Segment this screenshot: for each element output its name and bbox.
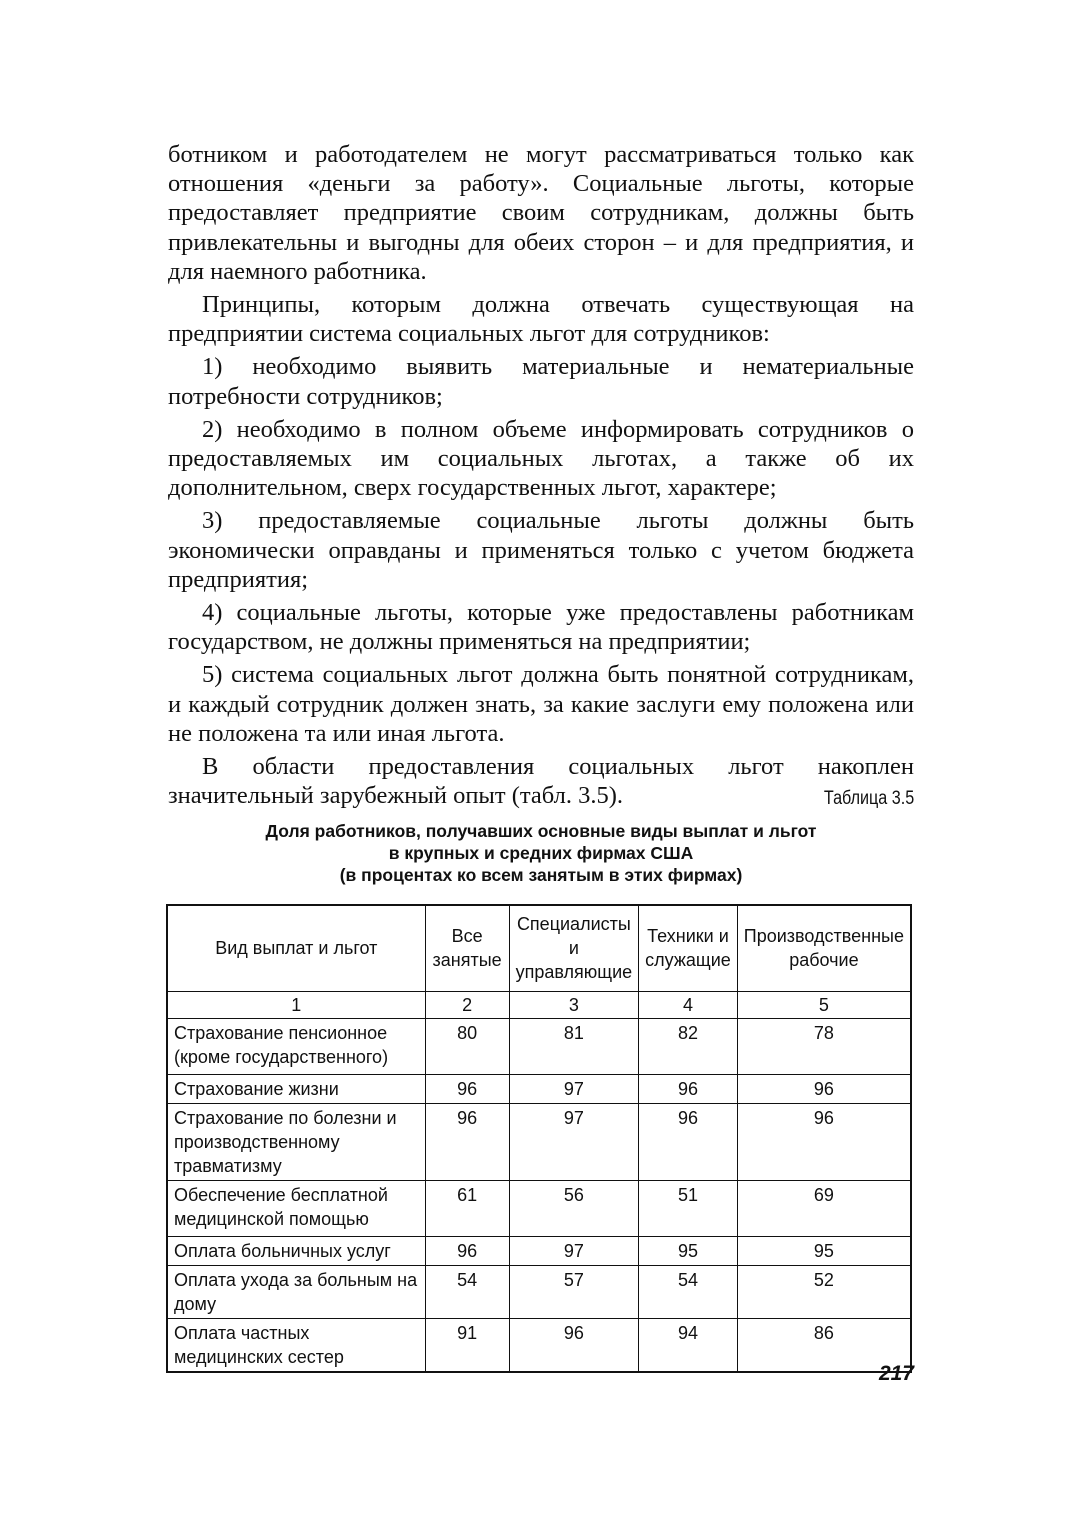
- row-label: Оплата больничных услуг: [167, 1236, 425, 1265]
- row-value: 80: [425, 1018, 509, 1074]
- row-value: 94: [639, 1318, 738, 1372]
- row-value: 96: [639, 1074, 738, 1103]
- row-label: Оплата ухода за больным на дому: [167, 1265, 425, 1318]
- paragraph-principles-intro: Принципы, которым должна отвечать существующая на предприятии система социальных льгот для сотрудников:: [168, 291, 914, 348]
- row-value: 54: [639, 1265, 738, 1318]
- column-number: 4: [639, 991, 738, 1018]
- paragraph-continuation: ботником и работодателем не могут рассматриваться только как отношения «деньги за работу». Социальные льготы, которые предоставляет предприятие своим сотрудникам, должны быть привлекательны и выгодны для обеих сторон – и для предприятия, и для наемного работника.: [168, 141, 914, 285]
- header-production-workers: Производственные рабочие: [737, 905, 911, 991]
- row-value: 97: [509, 1074, 639, 1103]
- row-value: 69: [737, 1180, 911, 1236]
- table-caption-line-2: в крупных и средних фирмах США: [388, 843, 694, 863]
- table-header-row: [167, 905, 911, 991]
- table-row: [167, 1236, 911, 1265]
- column-number: 2: [425, 991, 509, 1018]
- row-value: 96: [737, 1074, 911, 1103]
- row-value: 96: [425, 1103, 509, 1180]
- table-row: [167, 1074, 911, 1103]
- row-value: 52: [737, 1265, 911, 1318]
- row-value: 96: [425, 1074, 509, 1103]
- table-caption-line-1: Доля работников, получавших основные виды выплат и льгот: [265, 821, 817, 841]
- row-value: 86: [737, 1318, 911, 1372]
- principle-item-4: 4) социальные льготы, которые уже предоставлены работникам государством, не должны применяться на предприятии;: [168, 599, 914, 656]
- table-row: [167, 1180, 911, 1236]
- row-label: Страхование пенсионное (кроме государственного): [167, 1018, 425, 1074]
- principle-item-3: 3) предоставляемые социальные льготы должны быть экономически оправданы и применяться только с учетом бюджета предприятия;: [168, 507, 914, 593]
- principle-item-5: 5) система социальных льгот должна быть понятной сотрудникам, и каждый сотрудник должен знать, за какие заслуги ему положена или не положена та или иная льгота.: [168, 661, 914, 747]
- principle-item-1: 1) необходимо выявить материальные и нематериальные потребности сотрудников;: [168, 353, 914, 410]
- row-label: Оплата частных медицинских сестер: [167, 1318, 425, 1372]
- row-label: Обеспечение бесплатной медицинской помощью: [167, 1180, 425, 1236]
- row-value: 54: [425, 1265, 509, 1318]
- table-row: [167, 1265, 911, 1318]
- row-value: 56: [509, 1180, 639, 1236]
- table-row: [167, 1103, 911, 1180]
- column-number-row: [167, 991, 911, 1018]
- column-number: 3: [509, 991, 639, 1018]
- table-caption-line-3: (в процентах ко всем занятым в этих фирмах): [339, 865, 743, 885]
- row-value: 96: [737, 1103, 911, 1180]
- row-value: 95: [737, 1236, 911, 1265]
- row-value: 95: [639, 1236, 738, 1265]
- row-value: 96: [425, 1236, 509, 1265]
- row-value: 78: [737, 1018, 911, 1074]
- table-row: [167, 1018, 911, 1074]
- table-number-label: Таблица 3.5: [823, 788, 914, 809]
- benefits-table: [166, 904, 912, 1373]
- row-value: 57: [509, 1265, 639, 1318]
- body-text: [168, 140, 914, 814]
- row-label: Страхование жизни: [167, 1074, 425, 1103]
- column-number: 1: [167, 991, 425, 1018]
- row-label: Страхование по болезни и производственному травматизму: [167, 1103, 425, 1180]
- column-number: 5: [737, 991, 911, 1018]
- row-value: 51: [639, 1180, 738, 1236]
- header-specialists-managers: Специалисты и управляющие: [509, 905, 639, 991]
- paragraph-foreign-experience: В области предоставления социальных льгот накоплен значительный зарубежный опыт (табл. 3.5).: [168, 753, 914, 810]
- row-value: 97: [509, 1103, 639, 1180]
- row-value: 81: [509, 1018, 639, 1074]
- row-value: 96: [639, 1103, 738, 1180]
- row-value: 96: [509, 1318, 639, 1372]
- header-benefit-type: Вид выплат и льгот: [167, 905, 425, 991]
- row-value: 82: [639, 1018, 738, 1074]
- page-number: 217: [878, 1362, 914, 1385]
- header-technicians-clerks: Техники и служащие: [639, 905, 738, 991]
- row-value: 61: [425, 1180, 509, 1236]
- principle-item-2: 2) необходимо в полном объеме информировать сотрудников о предоставляемых им социальных льготах, а также об их дополнительном, сверх государственных льгот, характере;: [168, 415, 914, 502]
- table-caption: [168, 820, 914, 886]
- table-row: [167, 1318, 911, 1372]
- row-value: 91: [425, 1318, 509, 1372]
- header-all-employed: Все занятые: [425, 905, 509, 991]
- row-value: 97: [509, 1236, 639, 1265]
